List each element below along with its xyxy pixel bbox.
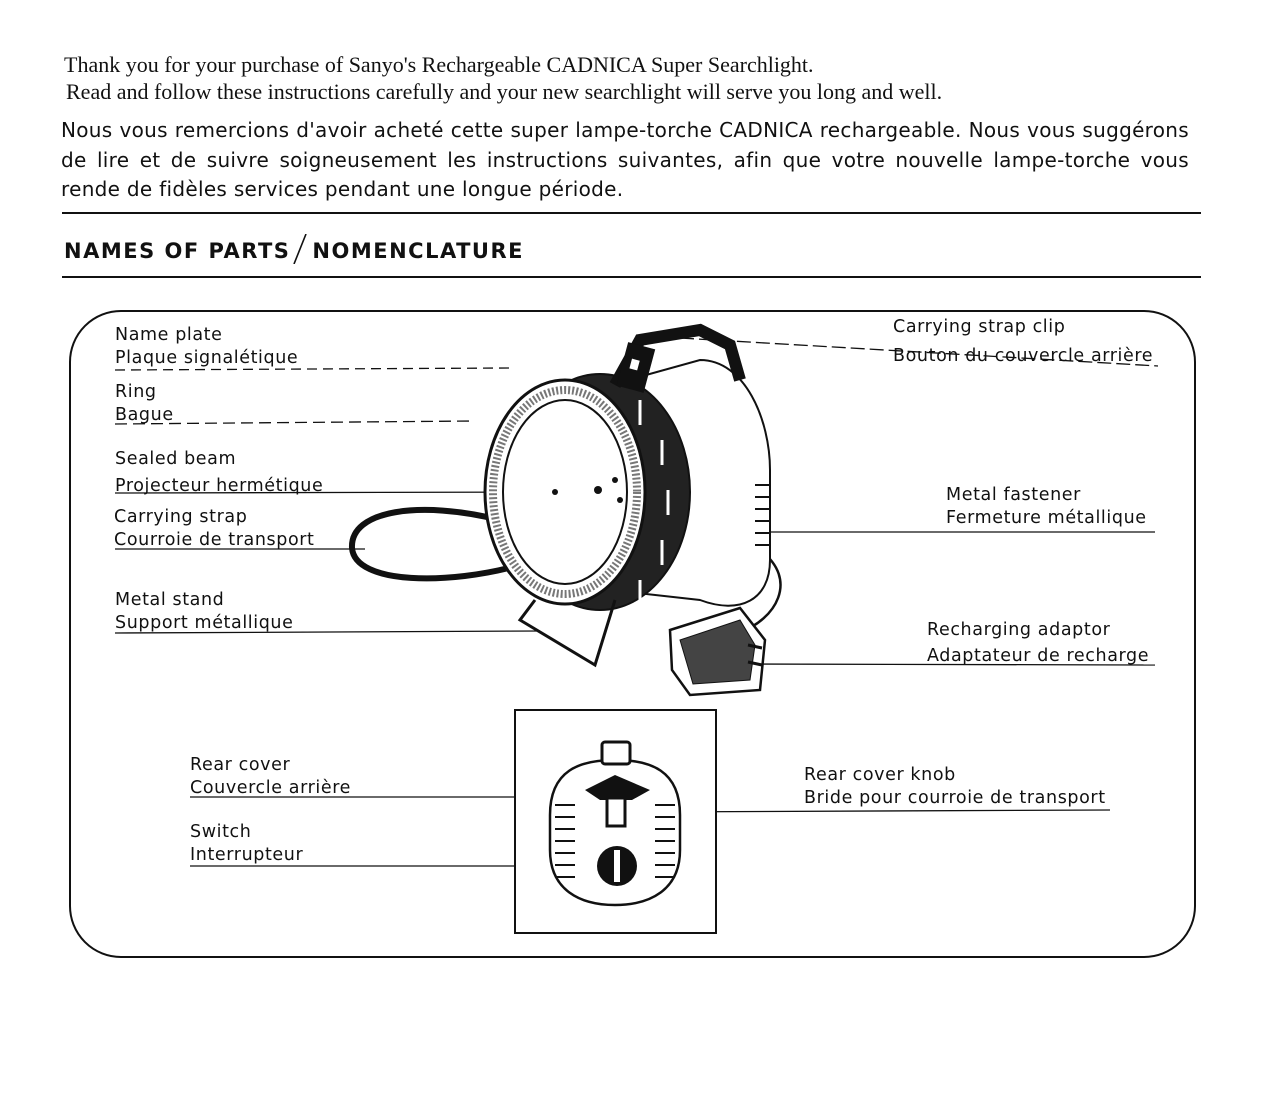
label-recharging-adaptor [927, 617, 1149, 669]
label-strap-clip-fr: Bouton du couvercle arrière [893, 346, 1154, 366]
label-name-plate [115, 324, 298, 370]
label-recharging-adaptor-en: Recharging adaptor [927, 620, 1111, 640]
label-rear-cover-knob [804, 764, 1106, 810]
rear-view-inset [515, 710, 716, 933]
label-sealed-beam [115, 446, 323, 500]
label-rear-cover [190, 754, 351, 800]
label-metal-stand [115, 589, 294, 635]
label-carrying-strap-en: Carrying strap [114, 507, 248, 527]
label-name-plate-fr: Plaque signalétique [115, 348, 299, 368]
label-recharging-adaptor-fr: Adaptateur de recharge [927, 646, 1150, 666]
heading-english: NAMES OF PARTS [64, 239, 291, 263]
recharging-adaptor-drawing [670, 608, 765, 695]
label-strap-clip-en: Carrying strap clip [893, 317, 1066, 337]
label-carrying-strap-fr: Courroie de transport [114, 530, 315, 550]
label-ring-fr: Bague [115, 405, 174, 425]
label-switch-en: Switch [190, 822, 252, 842]
label-sealed-beam-fr: Projecteur hermétique [115, 476, 324, 496]
label-metal-stand-fr: Support métallique [115, 613, 294, 633]
label-metal-fastener-en: Metal fastener [946, 485, 1081, 505]
label-carrying-strap [114, 506, 315, 552]
label-name-plate-en: Name plate [115, 325, 223, 345]
label-metal-stand-en: Metal stand [115, 590, 225, 610]
label-strap-clip [893, 313, 1153, 371]
label-metal-fastener [946, 484, 1147, 530]
label-rear-cover-fr: Couvercle arrière [190, 778, 351, 798]
label-sealed-beam-en: Sealed beam [115, 449, 237, 469]
heading-french: NOMENCLATURE [312, 239, 524, 263]
label-switch [190, 821, 303, 867]
intro-english-line-1: Thank you for your purchase of Sanyo's Rechargeable CADNICA Super Searchlight. [64, 52, 814, 77]
label-ring-en: Ring [115, 382, 157, 402]
label-rear-cover-knob-en: Rear cover knob [804, 765, 956, 785]
label-ring [115, 381, 174, 427]
intro-english-line-2: Read and follow these instructions carefully and your new searchlight will serve you long and well. [66, 79, 943, 104]
label-metal-fastener-fr: Fermeture métallique [946, 508, 1147, 528]
label-switch-fr: Interrupteur [190, 845, 304, 865]
label-rear-cover-en: Rear cover [190, 755, 291, 775]
label-rear-cover-knob-fr: Bride pour courroie de transport [804, 788, 1106, 808]
intro-french-paragraph: Nous vous remercions d'avoir acheté cette super lampe-torche CADNICA rechargeable. Nous vous suggérons de lire et de suivre soigneusement les instructions suivantes, afin que votre nouvelle lampe-torche vous rende de fidèles services pendant une longue période. [61, 118, 1189, 201]
